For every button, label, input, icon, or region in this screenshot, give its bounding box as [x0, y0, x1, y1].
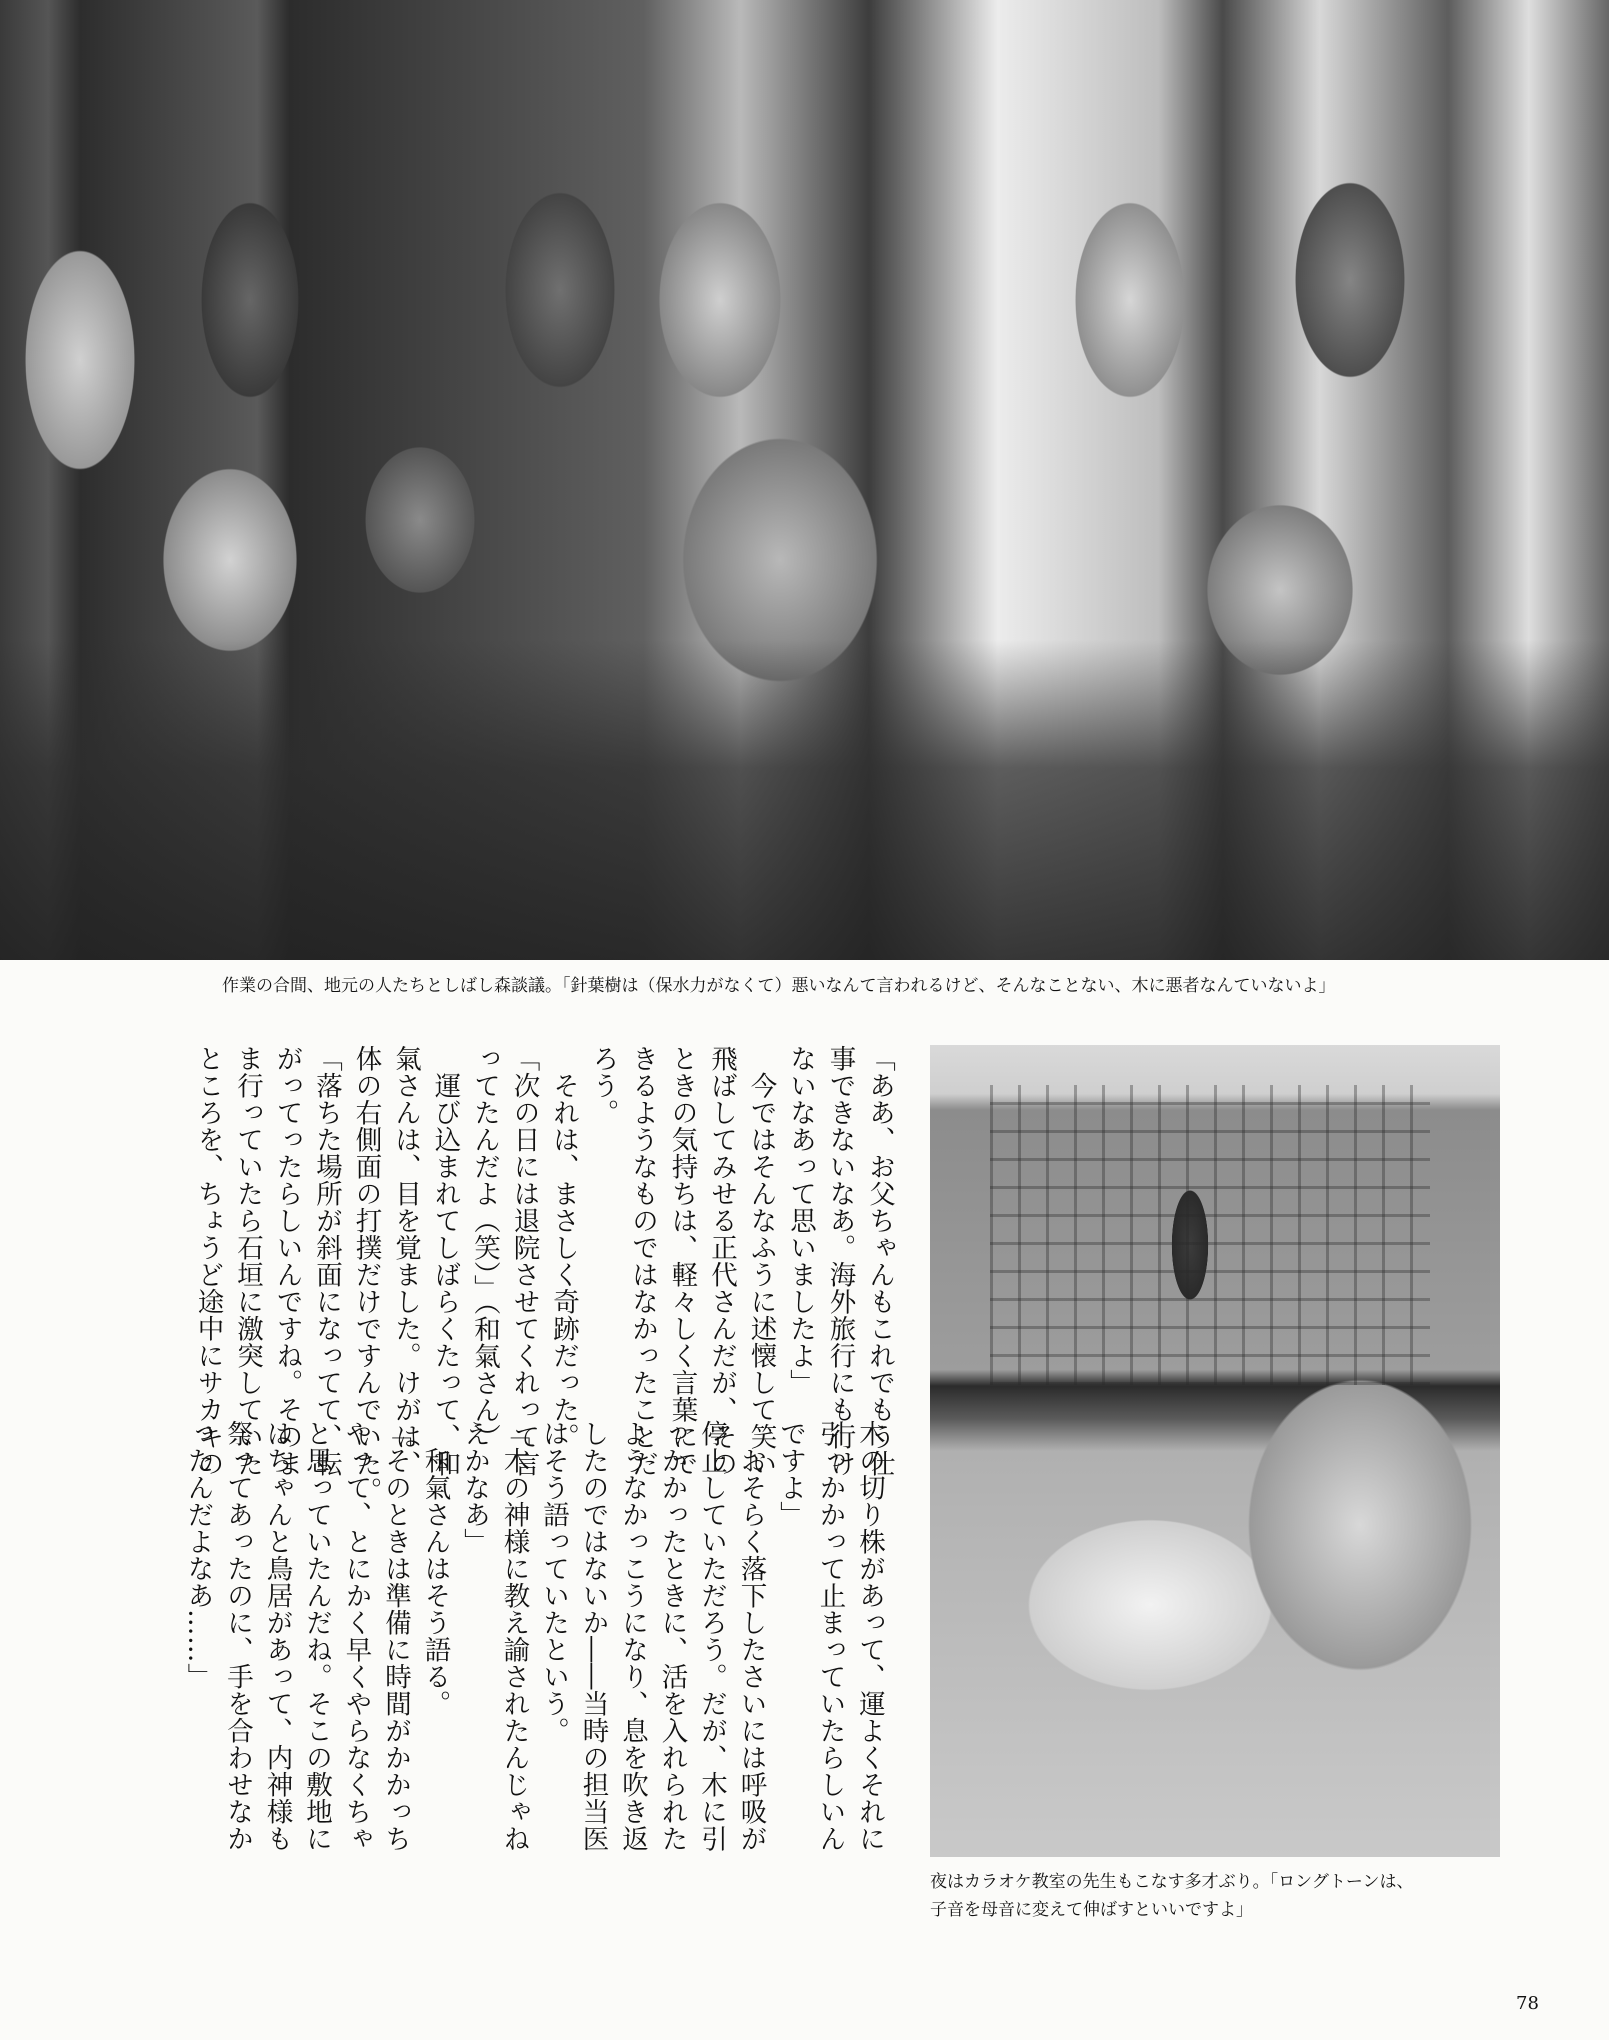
text-column: 停止していただろう。だが、木に引 — [696, 1420, 727, 1852]
text-column: ところを、ちょうど途中にサカキの — [192, 1045, 224, 1477]
text-column: ったんだよなあ……」 — [182, 1420, 214, 1690]
text-column: 「木の神様に教え諭されたんじゃね — [498, 1420, 530, 1852]
karaoke-class-photo — [930, 1045, 1500, 1857]
text-column: ようなかっこうになり、息を吹き返 — [617, 1420, 648, 1852]
text-column: 和氣さんはそう語る。 — [419, 1420, 451, 1717]
text-column: 引っかかって止まっていたらしいん — [814, 1420, 846, 1852]
text-column: 「ああ、お父ちゃんもこれでもう仕 — [864, 1045, 895, 1477]
text-column: それは、まさしく奇跡だった。 — [548, 1045, 579, 1450]
text-column: きるようなものではなかったことだ — [627, 1045, 658, 1477]
text-column: やって、とにかく早くやらなくちゃ — [340, 1420, 372, 1852]
text-column: 今ではそんなふうに述懐して笑い — [745, 1045, 777, 1477]
text-column: えかなあ」 — [459, 1420, 490, 1555]
text-column: がってったらしいんですね。そのま — [271, 1045, 303, 1477]
text-column: ときの気持ちは、軽々しく言葉にで — [666, 1045, 698, 1477]
text-column: 「そのときは準備に時間がかかっち — [380, 1420, 411, 1852]
side-photo-caption-line-2: 子音を母音に変えて伸ばすといいですよ」 — [930, 1900, 1253, 1920]
top-photo-caption: 作業の合間、地元の人たちとしばし森談議。「針葉樹は（保水力がなくて）悪いなんて言われるけど、そんなことない、木に悪者なんていないよ」 — [222, 976, 1336, 996]
text-column: 飛ばしてみせる正代さんだが、その — [706, 1045, 737, 1477]
forest-group-photo — [0, 0, 1609, 960]
text-column: 事できないなあ。海外旅行にも行け — [824, 1045, 856, 1477]
side-photo-caption-line-1: 夜はカラオケ教室の先生もこなす多才ぶり。「ロングトーンは、 — [930, 1872, 1414, 1892]
text-column: と思っていたんだね。そこの敷地に — [301, 1420, 332, 1852]
text-column: 運び込まれてしばらくたって、和 — [429, 1045, 461, 1477]
page-number: 78 — [1516, 1993, 1539, 2014]
text-column: したのではないか――当時の担当医 — [577, 1420, 609, 1852]
text-column: っかかったときに、活を入れられた — [656, 1420, 688, 1852]
side-photo-caption — [930, 1868, 1413, 1924]
text-column: 祭ってあったのに、手を合わせなか — [222, 1420, 253, 1852]
text-column: ってたんだよ（笑）」（和氣さん） — [469, 1045, 500, 1451]
text-column: はちゃんと鳥居があって、内神様も — [261, 1420, 293, 1852]
text-column: ないなあって思いましたよ」 — [785, 1045, 816, 1396]
article-body-lower — [178, 1420, 889, 1940]
text-column: はそう語っていたという。 — [538, 1420, 569, 1744]
text-column: ろう。 — [587, 1045, 619, 1126]
text-column: ま行っていたら石垣に激突していた — [232, 1045, 263, 1477]
text-column: おそらく落下したさいには呼吸が — [735, 1420, 767, 1852]
text-column: ですよ」 — [775, 1420, 806, 1528]
text-column: 木の切り株があって、運よくそれに — [854, 1420, 885, 1852]
text-column: 「次の日には退院させてくれって言 — [508, 1045, 540, 1477]
text-column: 氣さんは、目を覚ました。けがは、 — [390, 1045, 421, 1477]
text-column: 体の右側面の打撲だけですんでいた。 — [350, 1045, 382, 1504]
text-column: 「落ちた場所が斜面になってて、転 — [311, 1045, 342, 1477]
